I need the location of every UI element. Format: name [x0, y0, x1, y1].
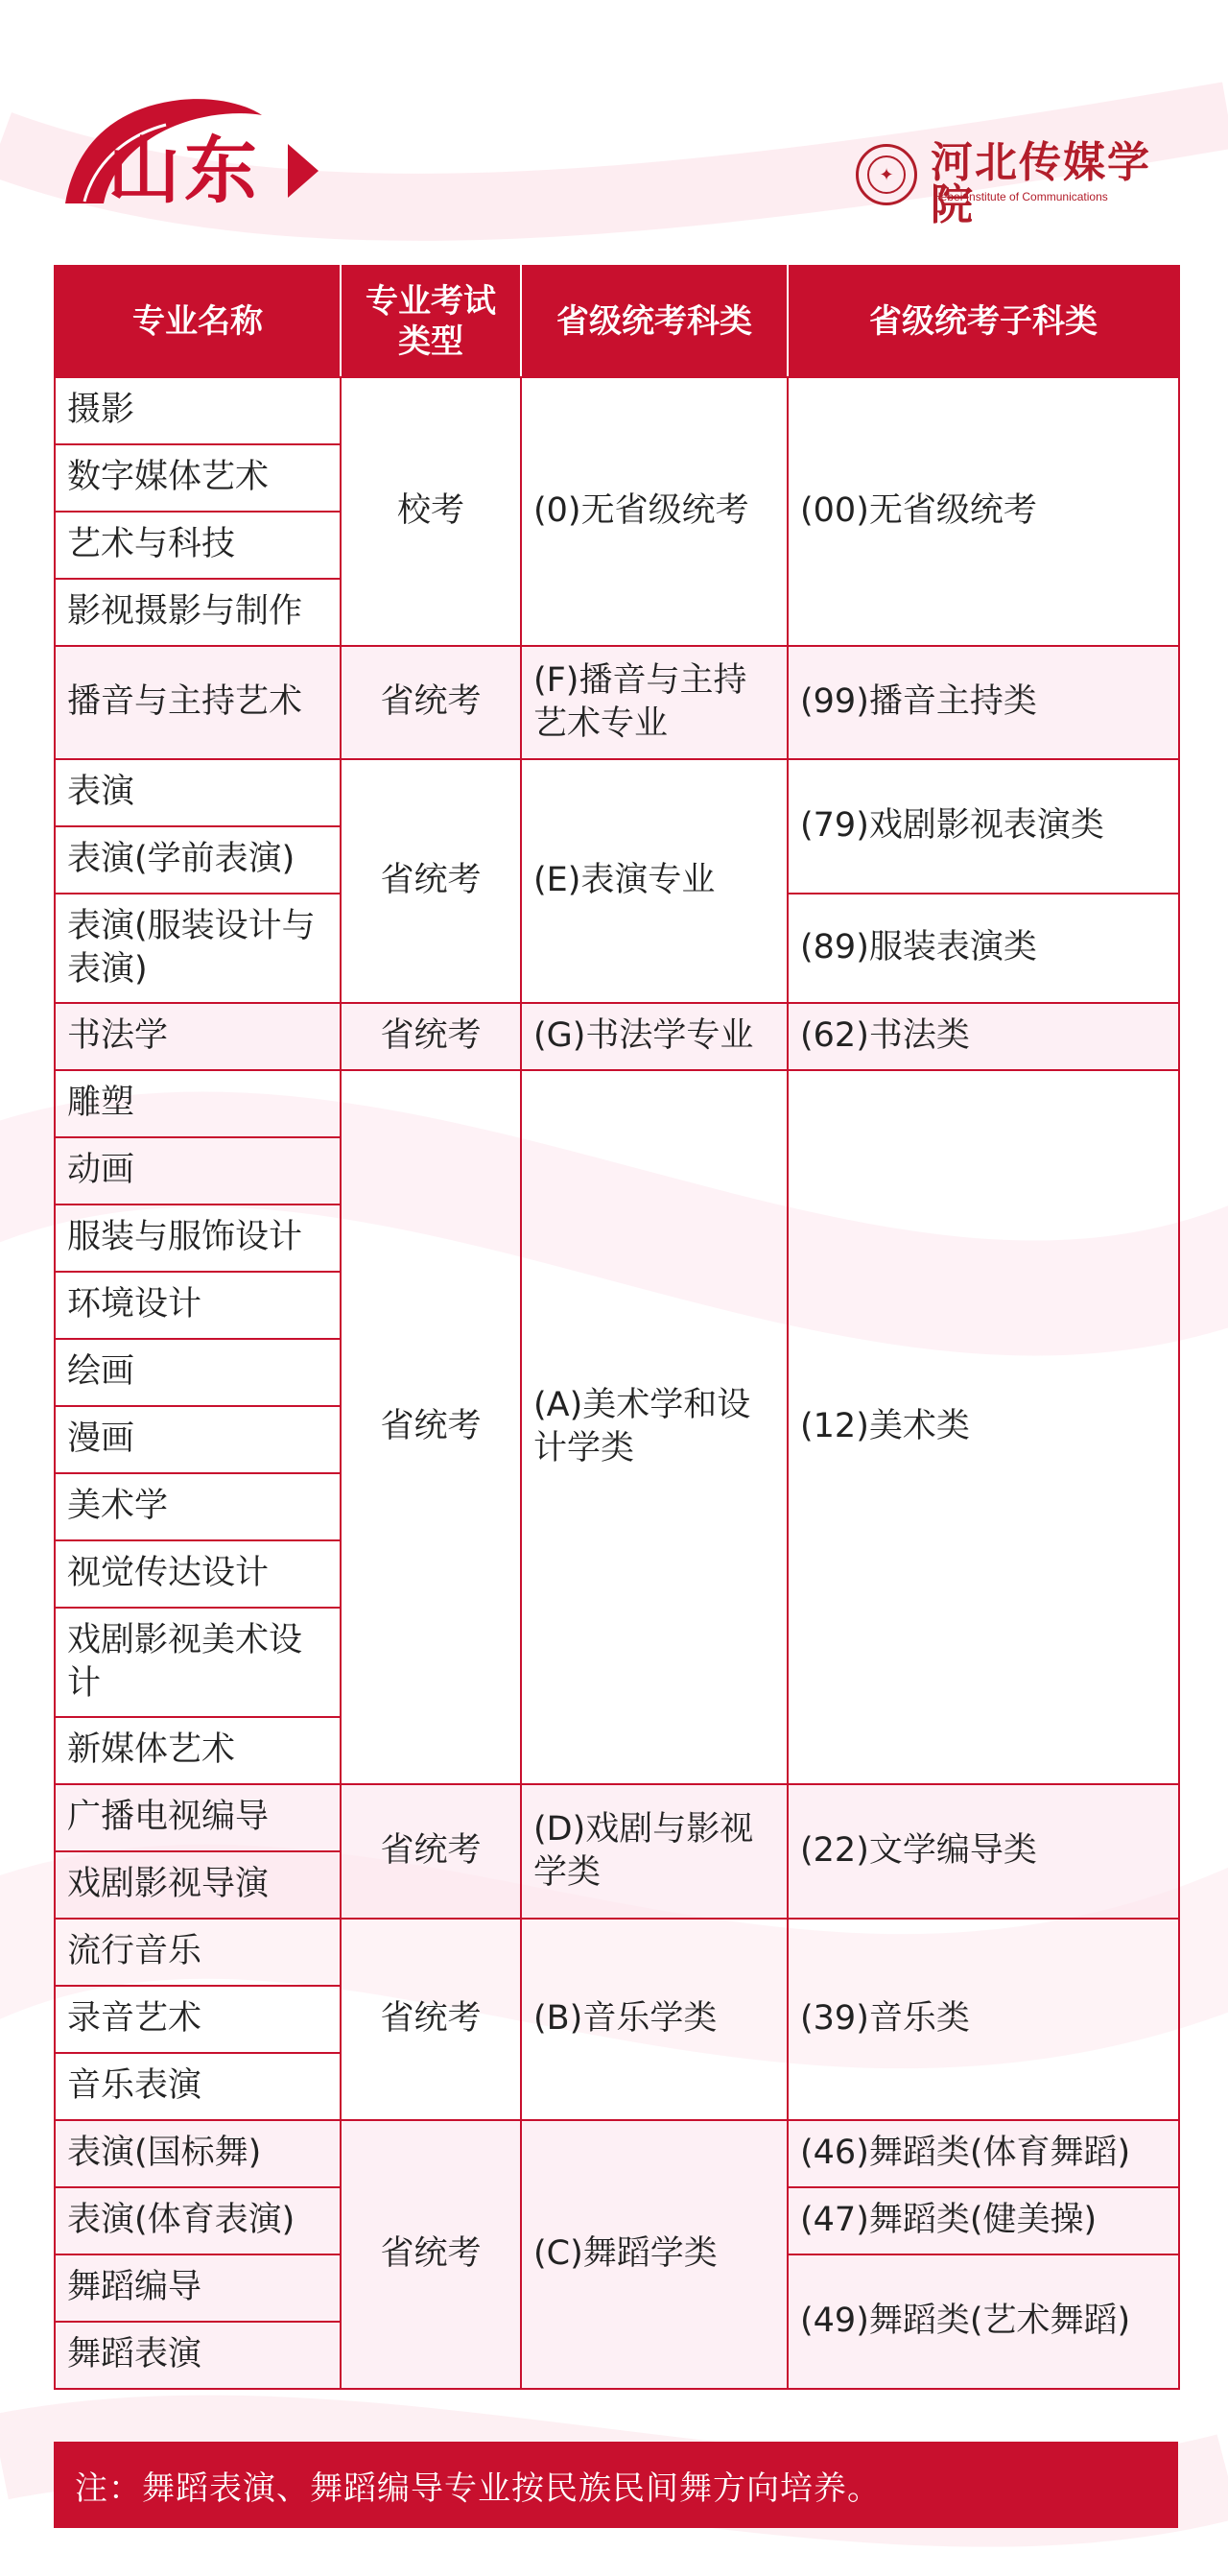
- major-cell: 舞蹈编导: [55, 2254, 341, 2322]
- header-exam-type: 专业考试类型: [341, 266, 521, 377]
- subcategory-cell: (47)舞蹈类(健美操): [788, 2187, 1179, 2254]
- exam-type-cell: 省统考: [341, 1784, 521, 1919]
- subcategory-cell: (99)播音主持类: [788, 646, 1179, 759]
- major-cell: 服装与服饰设计: [55, 1205, 341, 1272]
- subcategory-cell: (39)音乐类: [788, 1919, 1179, 2120]
- major-cell: 漫画: [55, 1406, 341, 1473]
- subcategory-cell: (89)服装表演类: [788, 894, 1179, 1003]
- exam-type-cell: 省统考: [341, 759, 521, 1003]
- subcategory-cell: (46)舞蹈类(体育舞蹈): [788, 2120, 1179, 2187]
- category-cell: (E)表演专业: [521, 759, 788, 1003]
- subcategory-cell: (22)文学编导类: [788, 1784, 1179, 1919]
- subcategory-cell: (79)戏剧影视表演类: [788, 759, 1179, 894]
- major-cell: 广播电视编导: [55, 1784, 341, 1851]
- major-cell: 环境设计: [55, 1272, 341, 1339]
- major-cell: 摄影: [55, 377, 341, 444]
- exam-type-cell: 省统考: [341, 1003, 521, 1070]
- table-row: [55, 1784, 1179, 1851]
- exam-type-cell: 校考: [341, 377, 521, 646]
- table-row: [55, 2120, 1179, 2187]
- category-cell: (C)舞蹈学类: [521, 2120, 788, 2389]
- region-title: 山东: [107, 128, 261, 213]
- play-arrow-icon: [288, 144, 319, 198]
- footnote-banner: 注：舞蹈表演、舞蹈编导专业按民族民间舞方向培养。: [54, 2442, 1178, 2528]
- category-cell: (G)书法学专业: [521, 1003, 788, 1070]
- subcategory-cell: (62)书法类: [788, 1003, 1179, 1070]
- exam-type-cell: 省统考: [341, 1919, 521, 2120]
- major-cell: 表演(国标舞): [55, 2120, 341, 2187]
- major-cell: 美术学: [55, 1473, 341, 1540]
- major-cell: 书法学: [55, 1003, 341, 1070]
- major-cell: 新媒体艺术: [55, 1717, 341, 1784]
- category-cell: (0)无省级统考: [521, 377, 788, 646]
- major-cell: 音乐表演: [55, 2053, 341, 2120]
- category-cell: (D)戏剧与影视学类: [521, 1784, 788, 1919]
- header-subcategory: 省级统考子科类: [788, 266, 1179, 377]
- major-cell: 播音与主持艺术: [55, 646, 341, 759]
- school-name-cn: 河北传媒学院: [931, 138, 1151, 229]
- page-header: [0, 0, 1228, 250]
- majors-table-container: [54, 265, 1178, 2390]
- major-cell: 流行音乐: [55, 1919, 341, 1986]
- school-seal-icon: ✦: [856, 144, 917, 205]
- exam-type-cell: 省统考: [341, 1070, 521, 1784]
- major-cell: 数字媒体艺术: [55, 444, 341, 512]
- major-cell: 表演: [55, 759, 341, 826]
- table-row: [55, 1003, 1179, 1070]
- table-row: [55, 1919, 1179, 1986]
- major-cell: 艺术与科技: [55, 512, 341, 579]
- table-header-row: [55, 266, 1179, 377]
- major-cell: 表演(体育表演): [55, 2187, 341, 2254]
- majors-table: [54, 265, 1180, 2390]
- major-cell: 绘画: [55, 1339, 341, 1406]
- header-major-name: 专业名称: [55, 266, 341, 377]
- school-logo: [856, 138, 1182, 229]
- major-cell: 影视摄影与制作: [55, 579, 341, 646]
- major-cell: 雕塑: [55, 1070, 341, 1137]
- major-cell: 视觉传达设计: [55, 1540, 341, 1608]
- major-cell: 录音艺术: [55, 1986, 341, 2053]
- table-row: [55, 1070, 1179, 1137]
- table-row: [55, 377, 1179, 444]
- header-category: 省级统考科类: [521, 266, 788, 377]
- subcategory-cell: (12)美术类: [788, 1070, 1179, 1784]
- major-cell: 表演(学前表演): [55, 826, 341, 894]
- subcategory-cell: (00)无省级统考: [788, 377, 1179, 646]
- table-row: [55, 646, 1179, 759]
- major-cell: 动画: [55, 1137, 341, 1205]
- major-cell: 戏剧影视导演: [55, 1851, 341, 1919]
- table-row: [55, 759, 1179, 826]
- category-cell: (B)音乐学类: [521, 1919, 788, 2120]
- school-name-en: Hebei Institute of Communications: [933, 190, 1108, 203]
- major-cell: 戏剧影视美术设计: [55, 1608, 341, 1717]
- category-cell: (A)美术学和设计学类: [521, 1070, 788, 1784]
- category-cell: (F)播音与主持艺术专业: [521, 646, 788, 759]
- exam-type-cell: 省统考: [341, 646, 521, 759]
- exam-type-cell: 省统考: [341, 2120, 521, 2389]
- subcategory-cell: (49)舞蹈类(艺术舞蹈): [788, 2254, 1179, 2389]
- major-cell: 舞蹈表演: [55, 2322, 341, 2389]
- major-cell: 表演(服装设计与表演): [55, 894, 341, 1003]
